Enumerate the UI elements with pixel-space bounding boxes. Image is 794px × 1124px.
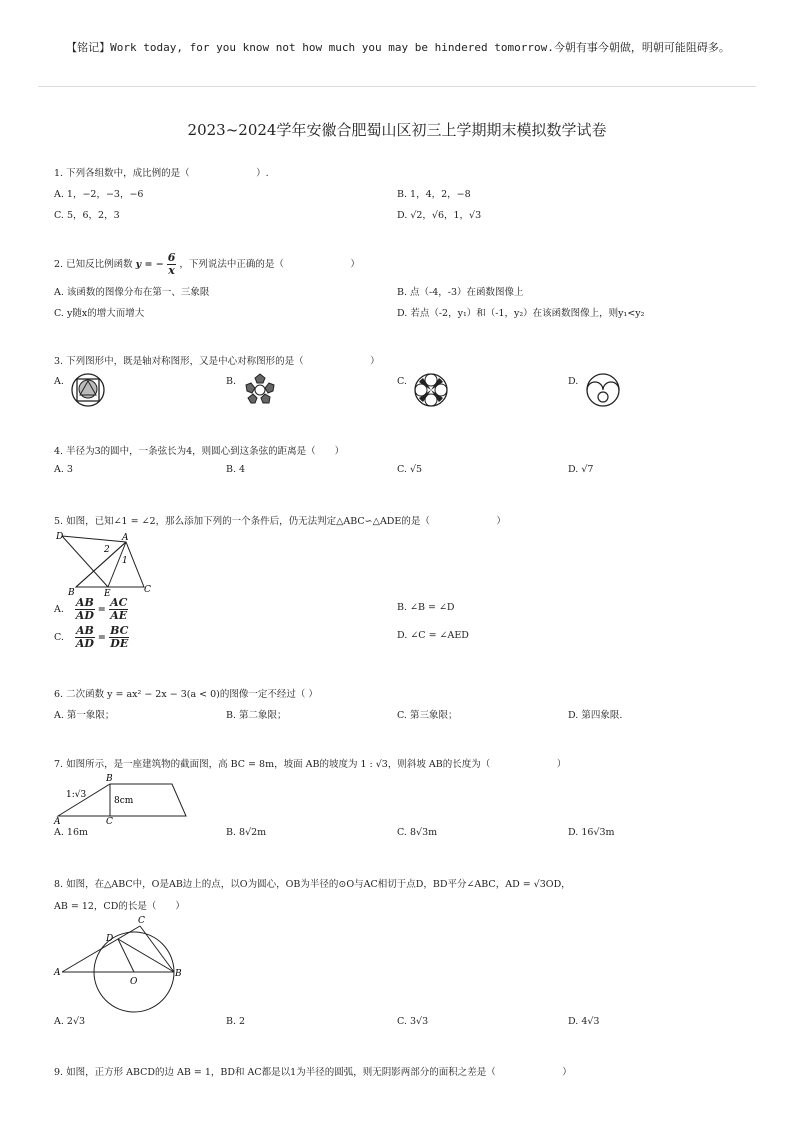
q5-option-d[interactable]: D. ∠C = ∠AED bbox=[397, 630, 469, 641]
q3-option-b[interactable]: B. bbox=[226, 376, 237, 387]
q2-option-d[interactable]: D. 若点（-2，y₁）和（-1，y₂）在该函数图像上，则y₁<y₂ bbox=[397, 308, 645, 319]
q7-stem: 7. 如图所示，是一座建筑物的截面图，高 BC = 8m，坡面 AB的坡度为 1 : √3，则斜坡 AB的长度为（ ） bbox=[54, 759, 567, 770]
q6-option-a[interactable]: A. 第一象限； bbox=[54, 710, 115, 721]
page-title: 2023~2024学年安徽合肥蜀山区初三上学期期末模拟数学试卷 bbox=[187, 121, 607, 139]
q3-figure-b-pentagon-flower-icon bbox=[242, 372, 278, 408]
q5-triangle-figure bbox=[54, 530, 164, 598]
q8-circle-figure bbox=[54, 912, 184, 1012]
q5-label-2: 2 bbox=[104, 545, 110, 555]
q1-stem: 1. 下列各组数中，成比例的是（ ）. bbox=[54, 168, 269, 179]
q5-a-d1: AD bbox=[75, 609, 94, 622]
q3-figure-c-four-petal-icon bbox=[413, 372, 449, 408]
q1-option-b[interactable]: B. 1，4，2，−8 bbox=[397, 189, 471, 200]
q5-c-n1: AB bbox=[75, 624, 94, 637]
q2-option-b[interactable]: B. 点（-4，-3）在函数图像上 bbox=[397, 287, 524, 298]
q8-stem-line1: 8. 如图，在△ABC中，O是AB边上的点，以O为圆心，OB为半径的⊙O与AC相切于点D，BD平分∠ABC，AD = √3OD， bbox=[54, 879, 571, 890]
q5-a-label: A. bbox=[54, 604, 64, 615]
q3-figure-d-arcs-icon bbox=[585, 372, 621, 408]
q2-frac-numerator: 6 bbox=[167, 251, 176, 264]
q5-c-frac1 bbox=[75, 625, 95, 650]
q6-option-d[interactable]: D. 第四象限. bbox=[568, 710, 623, 721]
motto-banner: 【铭记】Work today, for you know not how much you may be hindered tomorrow.今朝有事今朝做，明朝可能阻碍多。 bbox=[66, 41, 730, 54]
q8-label-o: O bbox=[130, 977, 138, 987]
q5-c-d2: DE bbox=[110, 637, 129, 650]
q9-stem: 9. 如图，正方形 ABCD的边 AB = 1，BD和 AC都是以1为半径的圆弧，则无阴影两部分的面积之差是（ ） bbox=[54, 1067, 572, 1078]
q3-figure-a-circle-square-icon bbox=[70, 372, 106, 408]
q5-option-b[interactable]: B. ∠B = ∠D bbox=[397, 602, 455, 613]
q7-building-figure bbox=[54, 772, 194, 827]
q8-label-c: C bbox=[138, 916, 145, 926]
q7-option-d[interactable]: D. 16√3m bbox=[568, 827, 615, 838]
q5-label-d: D bbox=[56, 532, 64, 542]
q3-option-a[interactable]: A. bbox=[54, 376, 64, 387]
q8-label-b: B bbox=[175, 969, 182, 979]
q2-option-c[interactable]: C. y随x的增大而增大 bbox=[54, 308, 145, 319]
q5-a-frac1 bbox=[75, 597, 95, 622]
q3-option-c[interactable]: C. bbox=[397, 376, 407, 387]
q5-option-a[interactable]: A. $\frac{AB}{AD}$ = $\frac{AC}{AE}$ bbox=[54, 596, 128, 622]
q2-frac-denominator: x bbox=[168, 264, 175, 277]
q5-c-n2: BC bbox=[110, 624, 129, 637]
q7-label-c: C bbox=[106, 817, 113, 827]
q5-a-frac2 bbox=[109, 597, 128, 622]
q1-option-d[interactable]: D. √2，√6，1，√3 bbox=[397, 210, 482, 221]
q5-a-n2: AC bbox=[110, 596, 128, 609]
q6-option-b[interactable]: B. 第二象限； bbox=[226, 710, 287, 721]
q7-option-a[interactable]: A. 16m bbox=[54, 827, 88, 838]
q5-label-1: 1 bbox=[122, 556, 128, 566]
q4-option-a[interactable]: A. 3 bbox=[54, 464, 73, 475]
q5-c-frac2 bbox=[109, 625, 129, 650]
q5-option-c[interactable]: C. $\frac{AB}{AD}$ = $\frac{BC}{DE}$ bbox=[54, 624, 129, 650]
q7-label-height: 8cm bbox=[114, 796, 134, 806]
q2-stem-pre: 2. 已知反比例函数 bbox=[54, 259, 133, 270]
q7-option-b[interactable]: B. 8√2m bbox=[226, 827, 267, 838]
q8-stem-line2: AB = 12，CD的长是（ ） bbox=[54, 901, 185, 912]
q8-option-c[interactable]: C. 3√3 bbox=[397, 1016, 429, 1027]
q5-a-n1: AB bbox=[75, 596, 94, 609]
q2-stem-post: ，下列说法中正确的是（ ） bbox=[179, 259, 360, 270]
q7-label-a: A bbox=[54, 817, 61, 827]
q5-stem: 5. 如图，已知∠1 = ∠2，那么添加下列的一个条件后，仍无法判定△ABC∽△ADE的是（ ） bbox=[54, 516, 506, 527]
q1-option-a[interactable]: A. 1，−2，−3，−6 bbox=[54, 189, 144, 200]
q4-stem: 4. 半径为3的圆中，一条弦长为4，则圆心到这条弦的距离是（ ） bbox=[54, 446, 345, 457]
q5-c-d1: AD bbox=[75, 637, 94, 650]
q6-option-c[interactable]: C. 第三象限； bbox=[397, 710, 458, 721]
header-divider bbox=[38, 86, 756, 87]
q5-label-a: A bbox=[122, 533, 129, 543]
q8-option-a[interactable]: A. 2√3 bbox=[54, 1016, 86, 1027]
q1-option-c[interactable]: C. 5，6，2，3 bbox=[54, 210, 120, 221]
q5-a-d2: AE bbox=[110, 609, 128, 622]
q7-label-b: B bbox=[106, 774, 113, 784]
q5-label-b: B bbox=[68, 588, 75, 598]
q8-label-a: A bbox=[54, 968, 61, 978]
q2-function-lhs: y = − bbox=[135, 259, 164, 270]
q5-label-e: E bbox=[104, 589, 111, 599]
q6-stem: 6. 二次函数 y = ax² − 2x − 3(a < 0)的图像一定不经过（ ） bbox=[54, 689, 318, 700]
q8-label-d: D bbox=[106, 934, 114, 944]
q7-label-ratio: 1:√3 bbox=[66, 790, 87, 800]
q4-option-c[interactable]: C. √5 bbox=[397, 464, 423, 475]
q8-option-b[interactable]: B. 2 bbox=[226, 1016, 246, 1027]
q3-option-d[interactable]: D. bbox=[568, 376, 579, 387]
q2-stem bbox=[54, 252, 360, 277]
q2-option-a[interactable]: A. 该函数的图像分布在第一、三象限 bbox=[54, 287, 210, 298]
q8-option-d[interactable]: D. 4√3 bbox=[568, 1016, 600, 1027]
q4-option-d[interactable]: D. √7 bbox=[568, 464, 594, 475]
q4-option-b[interactable]: B. 4 bbox=[226, 464, 246, 475]
q5-label-c: C bbox=[144, 585, 151, 595]
q7-option-c[interactable]: C. 8√3m bbox=[397, 827, 438, 838]
q5-c-label: C. bbox=[54, 632, 64, 643]
q2-function-fraction bbox=[167, 252, 177, 277]
q3-stem: 3. 下列图形中，既是轴对称图形，又是中心对称图形的是（ ） bbox=[54, 356, 380, 367]
